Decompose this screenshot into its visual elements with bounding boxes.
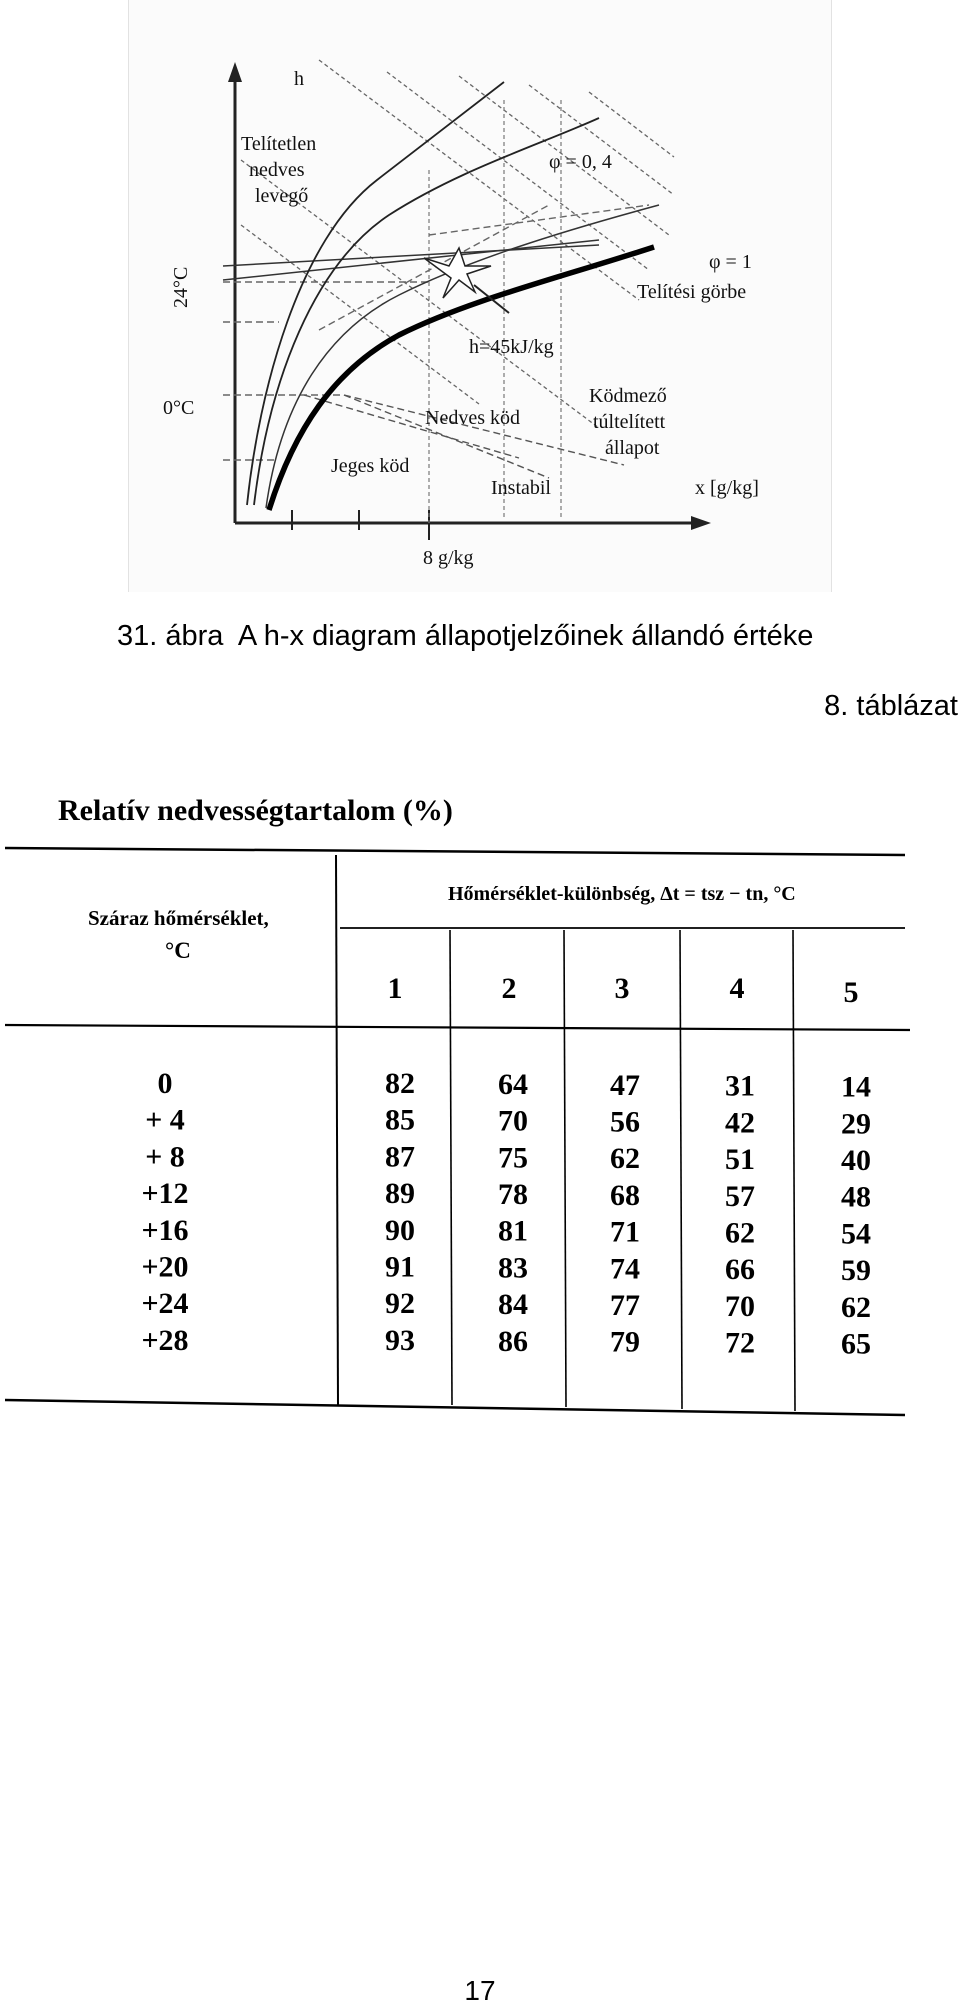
x-axis-label: x [g/kg] [695,477,759,499]
table-top-rule [5,848,905,855]
table-cell: 62 [610,1142,640,1176]
row-temperature: + 4 [145,1103,185,1137]
unsat-label-2: nedves [249,159,305,181]
fog-field-label-1: Ködmező [589,385,667,407]
table-cell: 40 [841,1144,871,1177]
row-temperature: +20 [141,1250,189,1284]
column-header-1: 1 [387,972,403,1005]
table-cell: 79 [610,1325,640,1359]
table-cell: 74 [610,1252,640,1286]
fog-field-label-3: állapot [605,437,660,459]
table-cell: 59 [841,1254,871,1288]
column-divider [680,930,682,1409]
wet-fog-label: Nedves köd [425,407,520,429]
x-tick-label: 8 g/kg [423,547,474,569]
temp-24c-label: 24°C [170,266,192,308]
figure-caption: 31. ábra A h-x diagram állapotjelzőinek állandó értéke [117,620,814,652]
table-title: Relatív nedvességtartalom (%) [58,794,453,827]
column-header-5: 5 [843,976,859,1009]
enthalpy-lines [241,60,674,428]
hx-diagram-figure [128,0,832,592]
table-cell: 82 [385,1067,415,1100]
unstable-label: Instabil [491,477,551,499]
table-bottom-rule [5,1400,905,1415]
phi-04-label: φ = 0, 4 [549,151,612,173]
column-header-3: 3 [614,972,630,1005]
column-header-2: 2 [501,972,517,1005]
hx-diagram-svg [129,0,831,592]
humidity-table-svg [0,780,915,1430]
column-divider [564,930,566,1407]
table-cell: 92 [385,1287,415,1321]
table-cell: 81 [498,1214,528,1248]
table-cell: 93 [385,1323,415,1357]
column-divider [450,930,452,1405]
row-header-line2: °C [165,938,191,963]
table-cell: 14 [841,1070,871,1104]
row-header-line1: Száraz hőmérséklet, [88,906,269,930]
h-axis-arrow [228,62,242,82]
row-temperature: +28 [141,1323,189,1357]
enthalpy-label: h=45kJ/kg [469,336,554,358]
table-cell: 57 [725,1179,755,1213]
unsat-label-1: Telítetlen [241,133,317,155]
unsat-label-3: levegő [255,185,309,207]
table-cell: 85 [385,1103,415,1137]
table-body [141,1067,871,1361]
isotherm-24c-b [223,245,599,266]
table-cell: 31 [725,1069,755,1103]
table-cell: 87 [385,1140,415,1174]
x-axis-arrow [691,516,711,530]
table-cell: 68 [610,1178,640,1212]
table-cell: 77 [610,1289,640,1322]
fog-field-label-2: túltelített [593,411,666,433]
table-cell: 75 [498,1141,528,1175]
table-cell: 66 [725,1253,755,1287]
table-cell: 89 [385,1177,415,1211]
row-temperature: +24 [141,1287,189,1321]
table-cell: 56 [610,1105,640,1139]
phi-curve-mid [266,205,659,508]
table-cell: 91 [385,1250,415,1284]
table-cell: 78 [498,1178,528,1211]
table-cell: 54 [841,1217,871,1251]
row-temperature: +12 [141,1177,189,1211]
table-cell: 83 [498,1251,528,1285]
phi-1-label: φ = 1 [709,251,752,273]
row-temperature: +16 [141,1213,189,1247]
page-number: 17 [464,1975,496,2006]
humidity-table [0,780,915,1430]
table-cell: 64 [498,1067,528,1101]
table-cell: 48 [841,1180,871,1214]
h-axis-label: h [294,68,304,90]
table-header-rule [5,1025,910,1030]
table-cell: 62 [841,1290,871,1324]
isotherm-24c [223,240,599,280]
table-cell: 65 [841,1327,871,1361]
saturation-curve-label: Telítési görbe [637,281,747,303]
table-cell: 42 [725,1106,755,1140]
table-cell: 70 [498,1104,528,1138]
table-cell: 71 [610,1215,640,1249]
table-number: 8. táblázat [824,690,958,722]
table-cell: 84 [498,1288,528,1322]
phi-04-curve [254,118,599,505]
table-cell: 51 [725,1143,755,1177]
table-cell: 90 [385,1213,415,1247]
table-cell: 70 [725,1289,755,1323]
row-temperature: 0 [157,1067,173,1100]
table-cell: 72 [725,1326,755,1360]
column-divider [793,930,795,1411]
table-cell: 86 [498,1324,528,1358]
table-cell: 29 [841,1107,871,1141]
column-group-header: Hőmérséklet-különbség, Δt = tsz − tn, °C [448,883,796,905]
table-cell: 62 [725,1216,755,1250]
column-divider [336,855,338,1405]
table-cell: 47 [610,1068,640,1102]
ice-fog-label: Jeges köd [331,455,410,477]
column-header-4: 4 [729,972,745,1005]
row-temperature: + 8 [145,1140,185,1174]
temp-0c-label: 0°C [163,397,195,419]
saturation-curve [269,247,654,510]
